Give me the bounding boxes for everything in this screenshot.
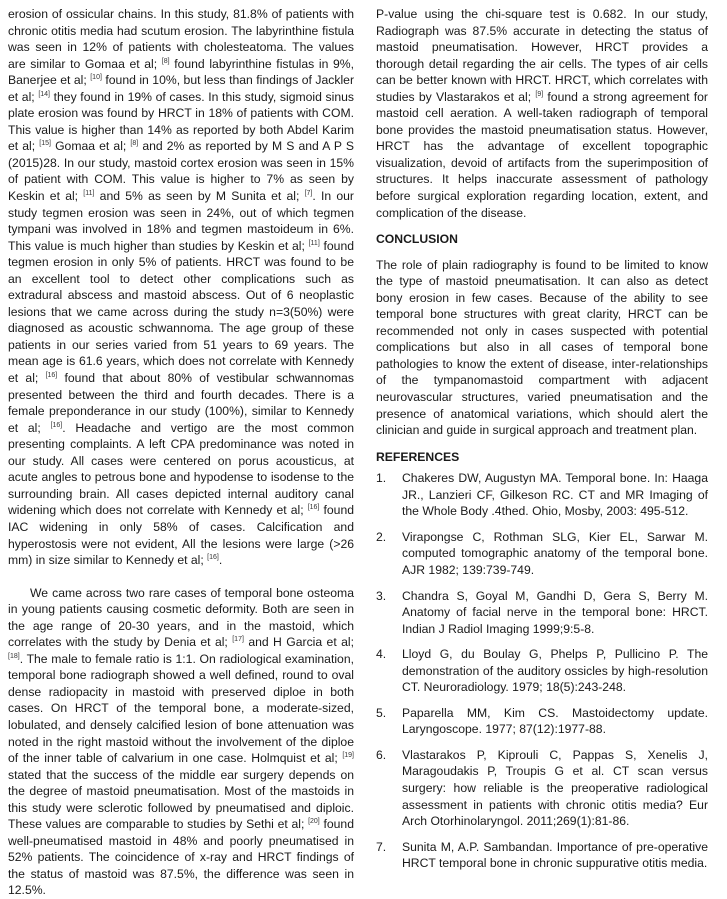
reference-item xyxy=(376,529,708,579)
reference-number: 5. xyxy=(376,705,387,720)
reference-text: Sunita M, A.P. Sambandan. Importance of pre-operative HRCT temporal bone in chronic suppurative otitis media. xyxy=(402,839,708,871)
text-run: found tegmen erosion in only 5% of patients. HRCT was found to be an excellent tool to detect other complications such as extradural abscess and mastoid abscess. Out of 6 neoplastic lesions that we came across during the study n=3(50%) were diagnosed as acoustic schwannoma. The age group of these patients in our series varied from 51 years to 69 years. The mean age is 61.6 years, which does not correlate with Kennedy et al; xyxy=(8,238,355,386)
conclusion-heading: CONCLUSION xyxy=(376,232,458,247)
reference-number: 6. xyxy=(376,747,387,762)
text-run: and 5% as seen by M Sunita et al; xyxy=(94,189,305,204)
reference-text: Lloyd G, du Boulay G, Phelps P, Pullicino P. The demonstration of the auditory ossicles by high-resolution CT. Neuroradiology. 1979; 18(5):243-248. xyxy=(402,647,708,695)
references-heading: REFERENCES xyxy=(376,449,460,464)
paragraph-gap xyxy=(8,569,354,585)
conclusion-text: The role of plain radiography is found to be limited to know the type of mastoid pneumatisation. It can also as detect bony erosion in few cases. Because of the ability to see temporal bone structures with great clarity, HRCT can be recommended not only in cases suspected with potential complications but also in all cases of temporal bone pathologies to know the extent of disease, inter-relationships of the tympanomastoid compartment with adjacent neurovascular structures, varied pneumatisation and the presence of anatomical variations, which should alert the clinician and guide in surgical approach and treatment plan. xyxy=(376,257,708,438)
citation-marker: [8] xyxy=(130,140,139,148)
citation-marker: [11] xyxy=(83,189,95,197)
text-run: and H Garcia et al; xyxy=(243,635,354,650)
citation-marker: [18] xyxy=(8,652,20,660)
reference-text: Chakeres DW, Augustyn MA. Temporal bone. In: Haaga JR., Lanzieri CF, Gilkeson RC. CT and MR Imaging of the Whole Body .4thed. Ohio, Mosby, 2003: 495-512. xyxy=(402,471,708,519)
text-run: found in 10%, but less than findings of Jackler et al; xyxy=(8,73,354,104)
citation-marker: [16] xyxy=(307,504,320,512)
reference-text: Virapongse C, Rothman SLG, Kier EL, Sarwar M. computed tomographic anatomy of the temporal bone. AJR 1982; 139:739-749. xyxy=(402,529,708,577)
citation-marker: [17] xyxy=(232,636,244,644)
citation-marker: [10] xyxy=(90,74,102,82)
references-list xyxy=(376,470,708,871)
citation-marker: [19] xyxy=(342,752,354,759)
reference-number: 3. xyxy=(376,588,387,603)
reference-number: 1. xyxy=(376,471,387,486)
citation-marker: [16] xyxy=(207,553,219,561)
citation-marker: [11] xyxy=(308,239,320,247)
text-run: P-value using the chi-square test is 0.682. In our study, Radiograph was 87.5% accurate in detecting the status of mastoid pneumatisation. However, HRCT provides a thorough detail regarding the air cells. The types of air cells can be better known with HRCT. HRCT, which correlates with studies by Vlastarakos et al; xyxy=(376,7,708,104)
citation-marker: [8] xyxy=(161,57,170,65)
text-run: found well-pneumatised mastoid in 48% and poorly pneumatised in 52% patients. The coincidence of x-ray and HRCT findings of the status of mastoid was 87.5%, the difference was seen in 12.5%. xyxy=(8,817,354,898)
text-run: We came across two rare cases of temporal bone osteoma in young patients causing cosmetic deformity. Both are seen in the age range of 20-30 years, and in the mastoid, which correlates with the study by Denia et al; xyxy=(8,585,354,650)
text-run: . In our study tegmen erosion was seen in 24%, out of which tegmen tympani was involved in 18% and tegmen mastoideum in 6%. This value is much higher than studies by Keskin et al; xyxy=(8,189,354,253)
reference-text: Chandra S, Goyal M, Gandhi D, Gera S, Berry M. Anatomy of facial nerve in the temporal bone: HRCT. Indian J Radiol Imaging 1999;9:5-8. xyxy=(402,588,708,636)
reference-number: 7. xyxy=(376,839,387,854)
citation-marker: [15] xyxy=(39,140,51,148)
text-run: and 2% as reported by M S and A P S (2015)28. In our study, mastoid cortex erosion was seen in 15% of patient with COM. This value is higher to 7% as seen by Keskin et al; xyxy=(8,139,354,204)
right-column xyxy=(376,6,708,881)
text-run: they found in 19% of cases. In this study, sigmoid sinus plate erosion was found by HRCT in 18% of patients with COM. This value is higher than 14% as reported by both Abdel Karim et al; xyxy=(8,89,354,154)
text-run: . xyxy=(218,553,223,568)
discussion-paragraph-2 xyxy=(8,585,354,899)
reference-item xyxy=(376,839,708,872)
left-column xyxy=(8,6,354,899)
citation-marker: [16] xyxy=(50,421,63,429)
reference-item xyxy=(376,705,708,738)
citation-marker: [14] xyxy=(38,90,50,98)
text-run: found IAC widening in only 58% of cases. Calcification and hyperostosis were not evident, All the lesions were large (>26 mm) in size similar to Kennedy et al; xyxy=(8,503,354,568)
reference-number: 2. xyxy=(376,529,387,544)
citation-marker: [9] xyxy=(535,90,544,98)
text-run: . The male to female ratio is 1:1. On radiological examination, temporal bone radiograph showed a well defined, round to oval dense radiopacity in mastoid with preserved diploe in both cases. On HRCT of the temporal bone, a moderate-sized, lobulated, and densely calcified lesion of bone attenuation was noted in the right mastoid without the involvement of the diploe of the inner table of calvarium in one case. Holmquist et al; xyxy=(8,651,354,766)
text-run: stated that the success of the middle ear surgery depends on the degree of mastoid pneumatisation. Most of the mastoids in this study were sclerotic followed by pneumatised and diploic. These values are comparable to studies by Sethi et al; xyxy=(8,767,354,832)
reference-item xyxy=(376,646,708,696)
text-run: Gomaa et al; xyxy=(50,139,131,154)
citation-marker: [7] xyxy=(304,189,313,197)
text-run: found that about 80% of vestibular schwannomas presented between the third and fourth decades. There is a female preponderance in our study (100%), similar to Kennedy et al; xyxy=(8,371,354,435)
reference-item xyxy=(376,470,708,520)
reference-text: Paparella MM, Kim CS. Mastoidectomy update. Laryngoscope. 1977; 87(12):1977-88. xyxy=(402,705,708,737)
text-run: . Headache and vertigo are the most common presenting complaints. A left CPA predominance was noted in our study. All cases were centered on porus acousticus, at acute angles to petrous bone and hypodense to isodense to the surrounding brain. All cases depicted internal auditory canal widening which does not correlate with Kennedy et al; xyxy=(8,420,354,518)
citation-marker: [20] xyxy=(308,818,320,826)
reference-item xyxy=(376,588,708,638)
reference-text: Vlastarakos P, Kiprouli C, Pappas S, Xenelis J, Maragoudakis P, Troupis G et al. CT scan versus surgery: how reliable is the preoperative radiological assessment in patients with chronic otitis media? Eur Arch Otorhinolaryngol. 2011;269(1):81-86. xyxy=(402,747,708,829)
discussion-paragraph-3 xyxy=(376,6,708,221)
discussion-paragraph-1 xyxy=(8,6,354,569)
text-run: found labyrinthine fistulas in 9%, Banerjee et al; xyxy=(8,56,354,88)
citation-marker: [16] xyxy=(45,371,58,379)
reference-item xyxy=(376,747,708,830)
text-run: erosion of ossicular chains. In this study, 81.8% of patients with chronic otitis media had scutum erosion. The labyrinthine fistula was seen in 12% of patients with cholesteatoma. The values are similar to Gomaa et al; xyxy=(8,7,354,71)
reference-number: 4. xyxy=(376,647,387,662)
text-run: found a strong agreement for mastoid cell aeration. A well-taken radiograph of temporal bone provides the mastoid pneumatisation status. However, HRCT has the advantage of excellent topographic visualization, devoid of artifacts from the superimposition of structures. It helps inaccurate assessment of pathology before surgical exploration regarding location, extent, and complication of the disease. xyxy=(376,89,708,220)
